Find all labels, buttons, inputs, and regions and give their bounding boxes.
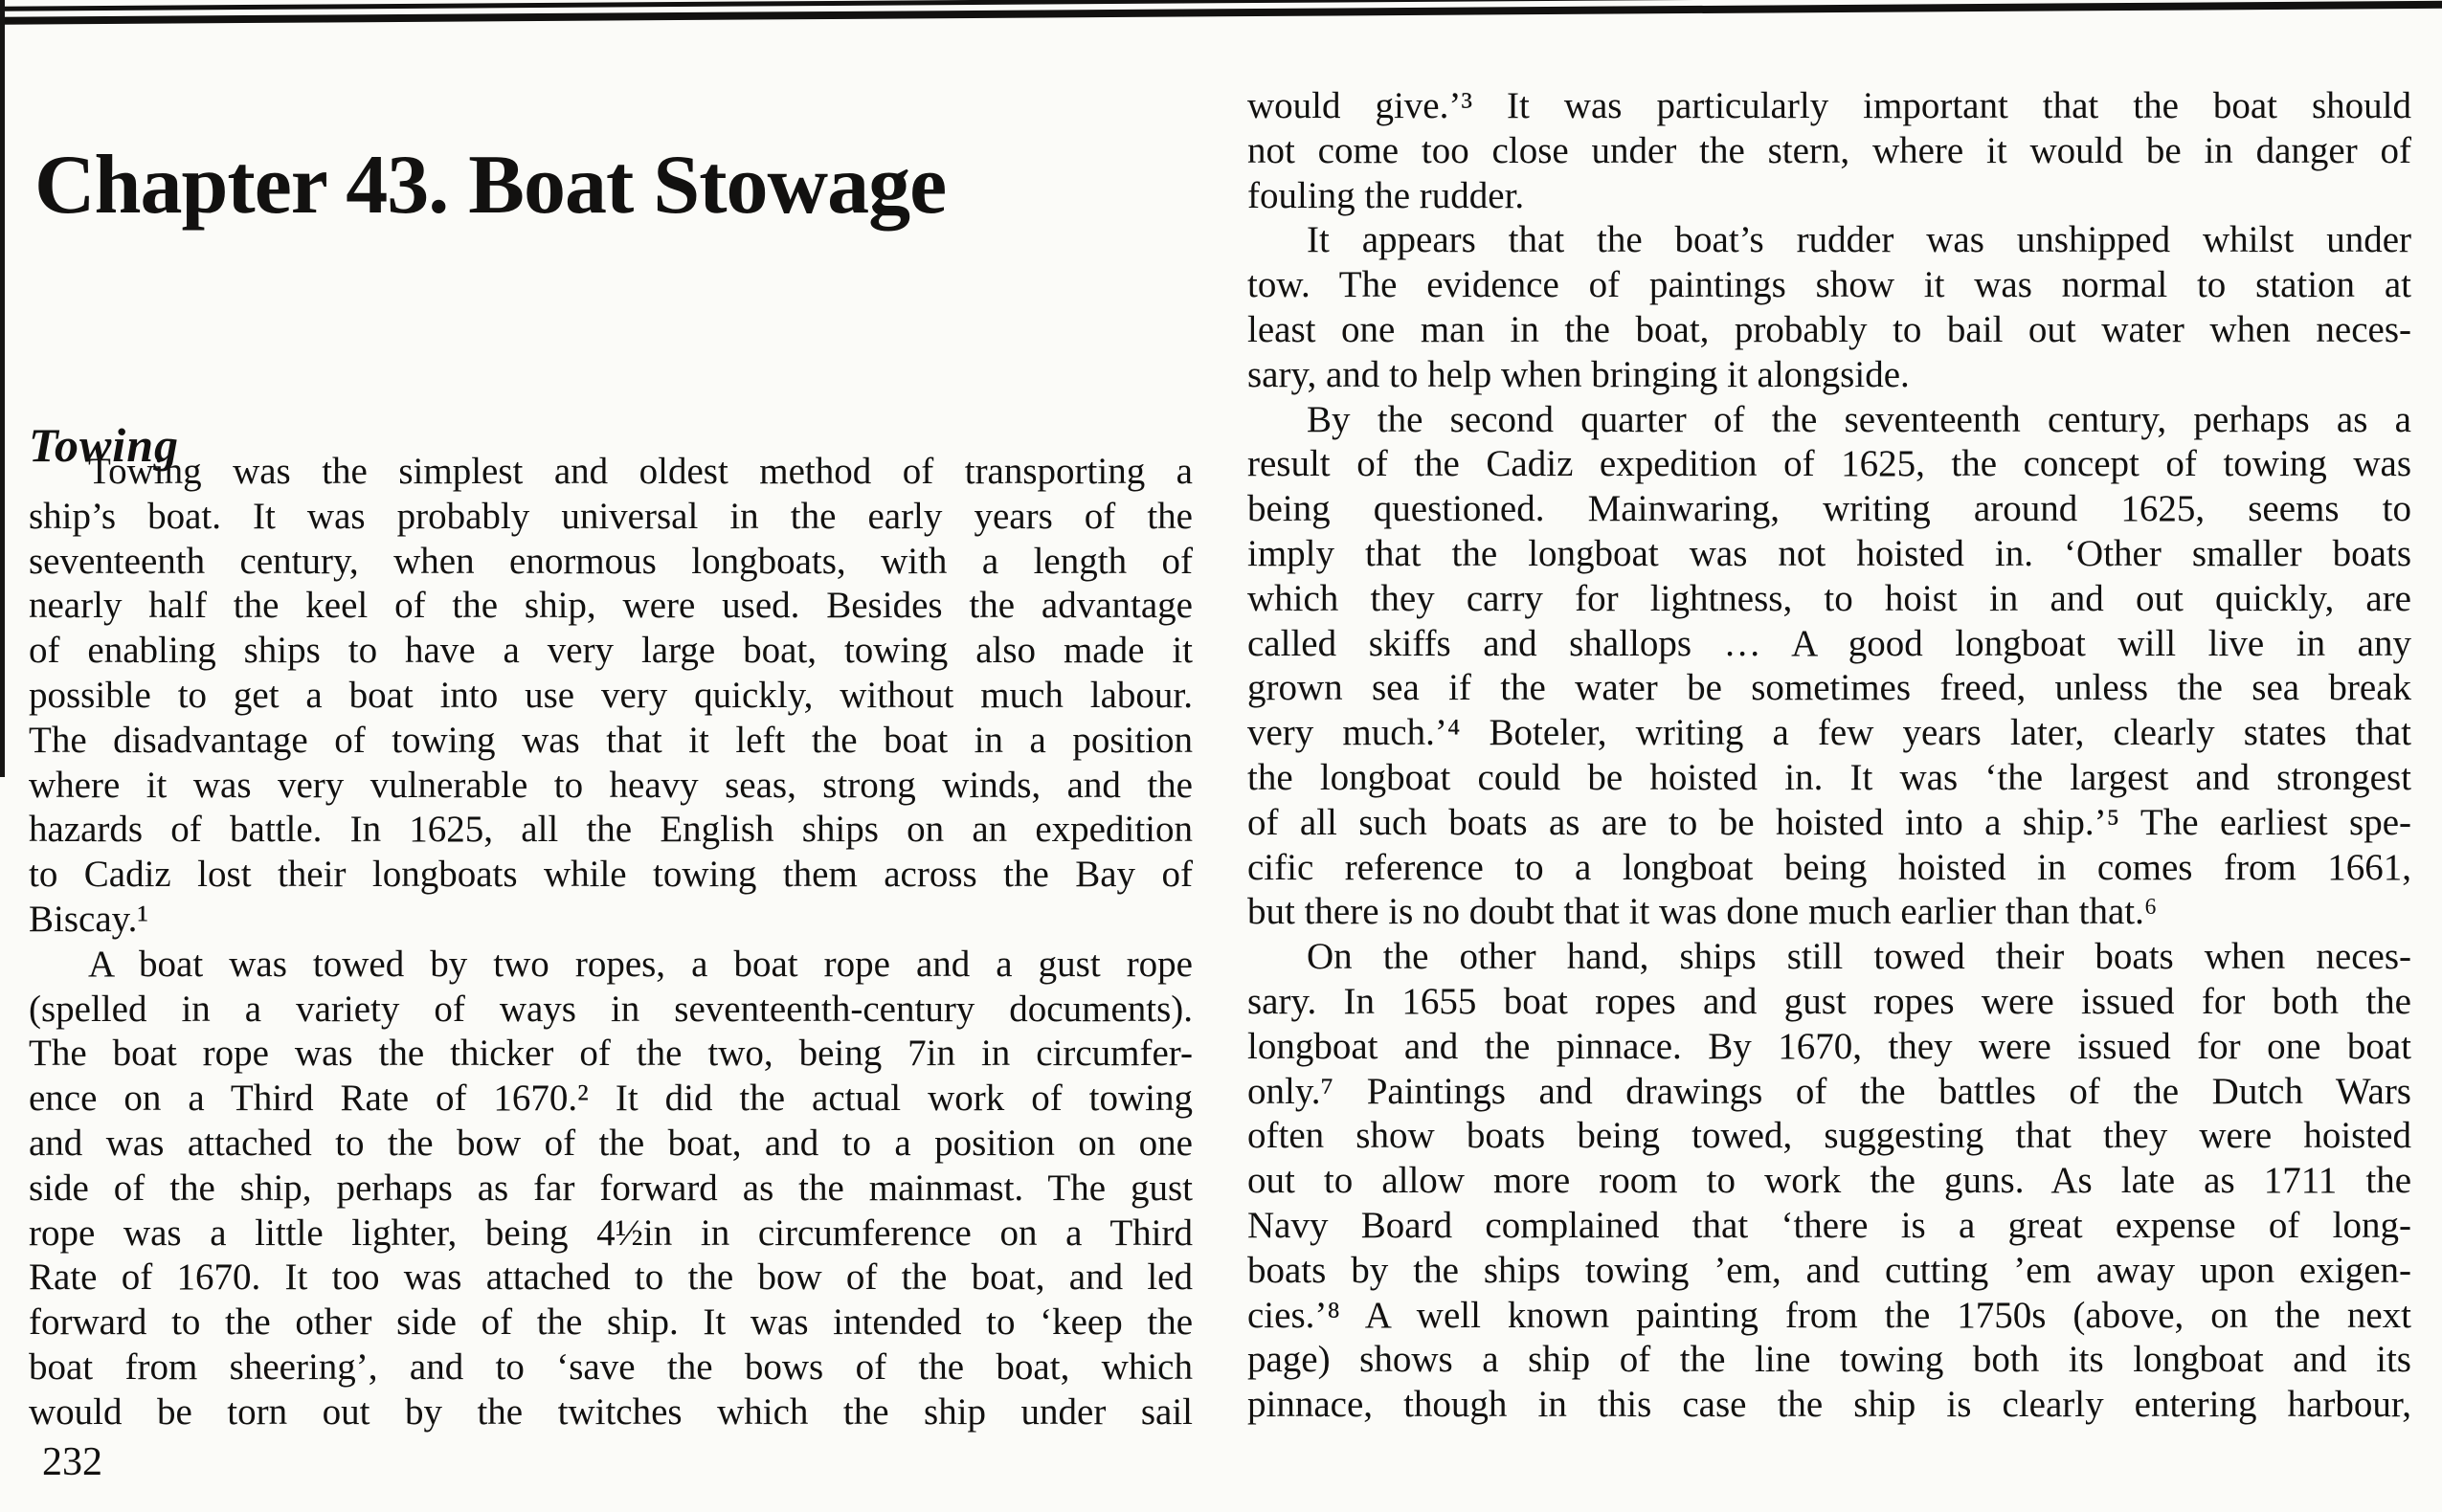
text-line: grown sea if the water be sometimes freed, unless the sea break — [1247, 667, 2411, 709]
text-line: which they carry for lightness, to hoist in and out quickly, are — [1247, 577, 2411, 619]
text-line: the longboat could be hoisted in. It was ‘the largest and strongest — [1247, 756, 2411, 798]
text-line: called skiffs and shallops … A good longboat will live in any — [1247, 622, 2411, 664]
section-heading: Towing — [29, 417, 180, 472]
right-column — [1247, 84, 2411, 1428]
page-number: 232 — [42, 1440, 102, 1484]
text-line: hazards of battle. In 1625, all the English ships on an expedition — [29, 809, 1193, 851]
text-line: out to allow more room to work the guns. As late as 1711 the — [1247, 1160, 2411, 1202]
text-line: often show boats being towed, suggesting that they were hoisted — [1247, 1115, 2411, 1157]
text-line: longboat and the pinnace. By 1670, they were issued for one boat — [1247, 1025, 2411, 1067]
text-line: tow. The evidence of paintings show it was normal to station at — [1247, 264, 2411, 306]
text-line: of enabling ships to have a very large boat, towing also made it — [29, 630, 1193, 672]
text-line: and was attached to the bow of the boat, and to a position on one — [29, 1122, 1193, 1164]
text-line: fouling the rudder. — [1247, 174, 1525, 216]
text-line: side of the ship, perhaps as far forward as the mainmast. The gust — [29, 1167, 1193, 1209]
text-line: sary, and to help when bringing it alongside. — [1247, 353, 1910, 395]
scan-edge-strip — [0, 0, 5, 777]
chapter-title: Chapter 43. Boat Stowage — [34, 138, 947, 232]
left-column — [29, 450, 1193, 1435]
text-line: Towing was the simplest and oldest method of transporting a — [88, 451, 1193, 492]
text-line: Rate of 1670. It too was attached to the bow of the boat, and led — [29, 1256, 1193, 1299]
text-line: nearly half the keel of the ship, were used. Besides the advantage — [29, 585, 1193, 627]
text-line: ship’s boat. It was probably universal in the early years of the — [29, 495, 1193, 537]
text-line: boats by the ships towing ’em, and cutting ’em away upon exigen- — [1247, 1249, 2411, 1291]
text-line: seventeenth century, when enormous longboats, with a length of — [29, 540, 1193, 582]
text-line: cific reference to a longboat being hoisted in comes from 1661, — [1247, 846, 2411, 888]
text-line: By the second quarter of the seventeenth century, perhaps as a — [1307, 398, 2411, 440]
text-line: sary. In 1655 boat ropes and gust ropes were issued for both the — [1247, 980, 2411, 1022]
text-line: Biscay.¹ — [29, 898, 149, 940]
text-line: would be torn out by the twitches which the ship under sail — [29, 1390, 1193, 1433]
text-line: would give.’³ It was particularly important that the boat should — [1247, 85, 2411, 126]
text-line: forward to the other side of the ship. It was intended to ‘keep the — [29, 1301, 1193, 1344]
text-line: pinnace, though in this case the ship is clearly entering harbour, — [1247, 1384, 2411, 1426]
top-double-rule — [0, 0, 2442, 25]
text-line: least one man in the boat, probably to bail out water when neces- — [1247, 308, 2411, 350]
text-line: only.⁷ Paintings and drawings of the battles of the Dutch Wars — [1247, 1070, 2411, 1112]
text-line: not come too close under the stern, where it would be in danger of — [1247, 129, 2411, 171]
text-line: The disadvantage of towing was that it left the boat in a position — [29, 719, 1193, 761]
text-line: A boat was towed by two ropes, a boat rope and a gust rope — [88, 943, 1193, 985]
text-line: (spelled in a variety of ways in seventeenth-century documents). — [29, 988, 1193, 1030]
text-line: imply that the longboat was not hoisted in. ‘Other smaller boats — [1247, 532, 2411, 574]
text-line: result of the Cadiz expedition of 1625, the concept of towing was — [1247, 443, 2411, 485]
text-line: rope was a little lighter, being 4½in in circumference on a Third — [29, 1212, 1193, 1254]
text-line: Navy Board complained that ‘there is a great expense of long- — [1247, 1204, 2411, 1246]
text-line: ence on a Third Rate of 1670.² It did the actual work of towing — [29, 1078, 1193, 1120]
text-line: to Cadiz lost their longboats while towing them across the Bay of — [29, 854, 1193, 896]
text-line: boat from sheering’, and to ‘save the bows of the boat, which — [29, 1345, 1193, 1388]
text-line: It appears that the boat’s rudder was unshipped whilst under — [1307, 219, 2411, 261]
text-line: of all such boats as are to be hoisted into a ship.’⁵ The earliest spe- — [1247, 801, 2411, 843]
text-line: On the other hand, ships still towed their boats when neces- — [1307, 936, 2411, 978]
text-line: cies.’⁸ A well known painting from the 1750s (above, on the next — [1247, 1294, 2411, 1336]
text-line: where it was very vulnerable to heavy seas, strong winds, and the — [29, 764, 1193, 806]
text-line: The boat rope was the thicker of the two, being 7in in circumfer- — [29, 1033, 1193, 1075]
text-line: being questioned. Mainwaring, writing around 1625, seems to — [1247, 488, 2411, 530]
text-line: very much.’⁴ Boteler, writing a few years later, clearly states that — [1247, 712, 2411, 754]
text-line: possible to get a boat into use very quickly, without much labour. — [29, 674, 1193, 716]
text-line: but there is no doubt that it was done much earlier than that.⁶ — [1247, 891, 2158, 933]
text-line: page) shows a ship of the line towing both its longboat and its — [1247, 1339, 2411, 1381]
